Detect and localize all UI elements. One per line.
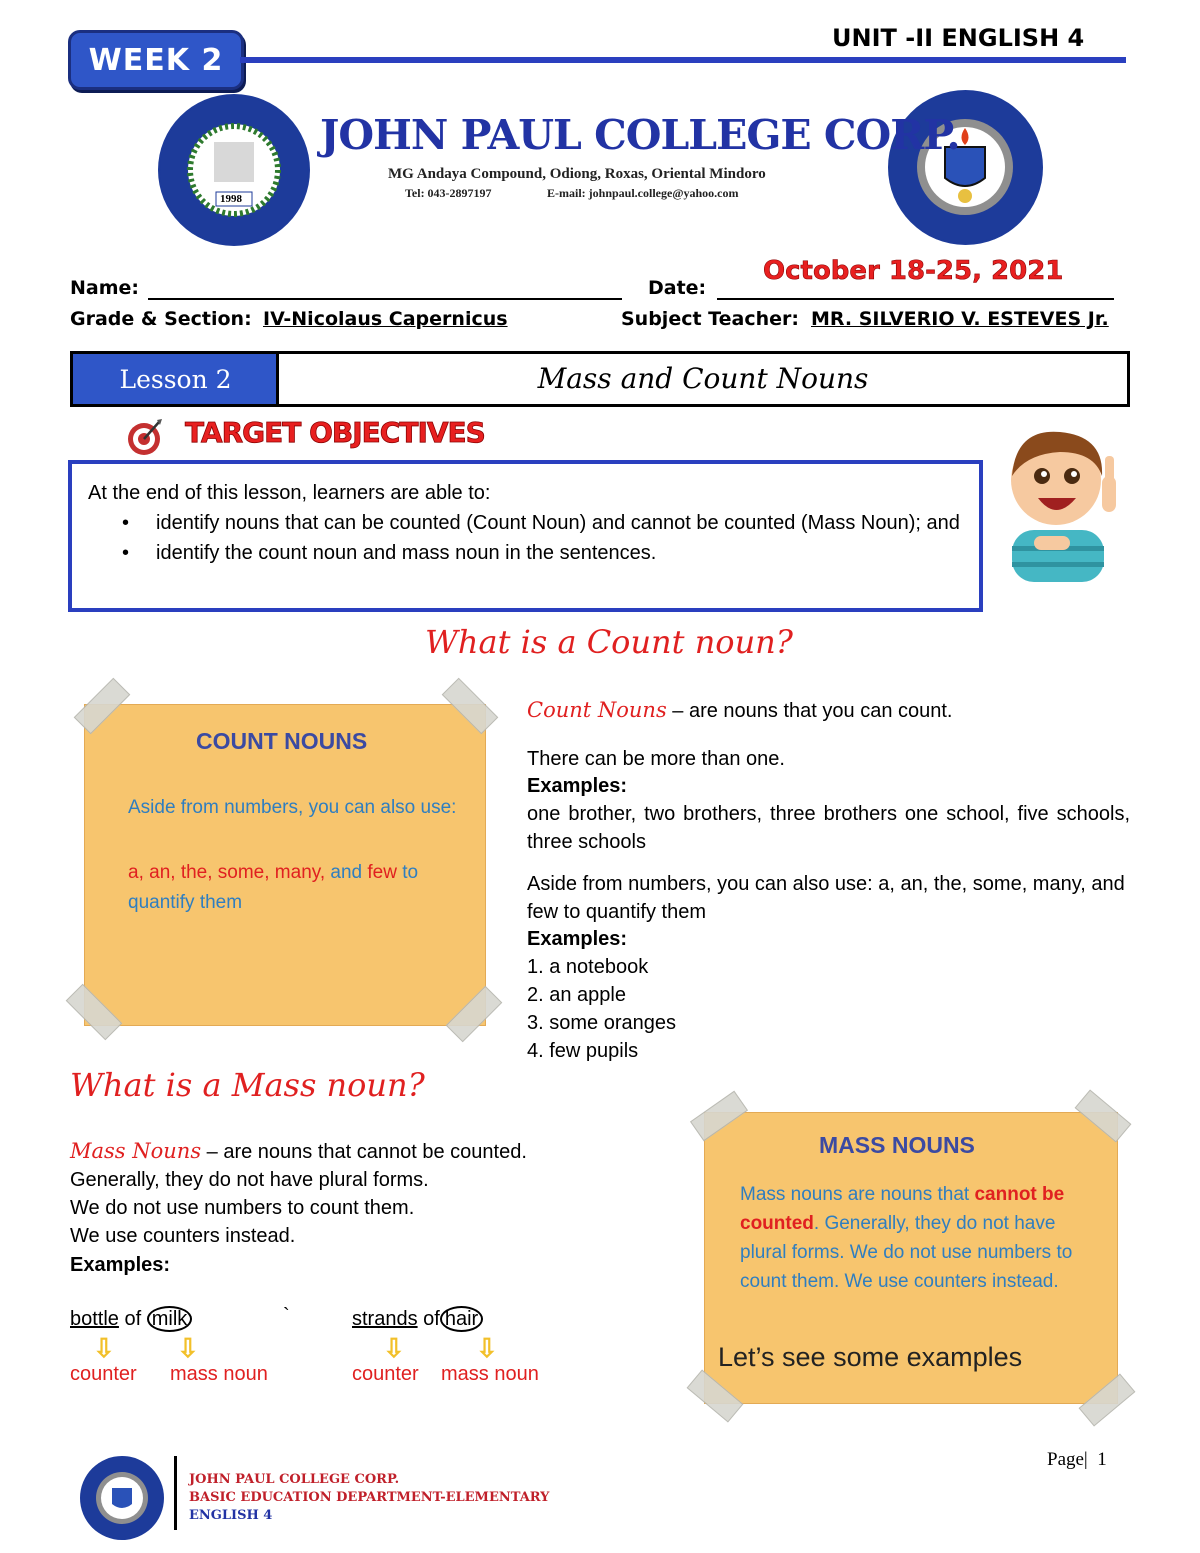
date-value: October 18-25, 2021 <box>763 256 1064 286</box>
mass-line: We use counters instead. <box>70 1225 296 1247</box>
college-email: E-mail: johnpaul.college@yahoo.com <box>547 186 739 200</box>
count-note-and: and <box>330 862 363 883</box>
footer-line-1: JOHN PAUL COLLEGE CORP. <box>189 1472 400 1487</box>
footer-divider <box>174 1456 177 1530</box>
date-label: Date: <box>648 277 707 299</box>
lesson-number: Lesson 2 <box>73 354 278 404</box>
college-tel: Tel: 043-2897197 <box>405 186 492 200</box>
mass-note-text <box>740 1180 1100 1296</box>
mass-note-heading: MASS NOUNS <box>819 1132 975 1158</box>
mass-note-text-red: cannot be counted <box>740 1184 1065 1234</box>
list-item: 2. an apple <box>527 984 626 1006</box>
page-number <box>1047 1449 1107 1471</box>
count-note-line1: Aside from numbers, you can also use: <box>128 797 457 818</box>
name-label: Name: <box>70 277 140 299</box>
college-name: JOHN PAUL COLLEGE CORP. <box>320 111 960 159</box>
count-note-few: few <box>367 862 397 883</box>
mass-term: Mass Nouns <box>70 1139 202 1163</box>
down-arrow-icon: ⇩ <box>177 1333 199 1363</box>
mass-lines <box>70 1166 429 1250</box>
count-aside-text: Aside from numbers, you can also use: a, an, the, some, many, and few to quantify them <box>527 873 1125 923</box>
week-badge: WEEK 2 <box>68 30 244 90</box>
mass-line: We do not use numbers to count them. <box>70 1197 415 1219</box>
page-label: Page| <box>1047 1449 1088 1470</box>
example-of: of <box>417 1308 440 1330</box>
footer-line-3: ENGLISH 4 <box>189 1508 273 1523</box>
mass-note-text-a: Mass nouns are nouns that <box>740 1184 975 1205</box>
stray-backtick: ` <box>283 1305 290 1327</box>
mass-example-1 <box>70 1305 192 1333</box>
lesson-title: Mass and Count Nouns <box>537 362 869 395</box>
footer-line-2: BASIC EDUCATION DEPARTMENT-ELEMENTARY <box>189 1490 550 1505</box>
mass-noun-heading: What is a Mass noun? <box>70 1066 425 1104</box>
mass-note-footer: Let’s see some examples <box>718 1342 1023 1372</box>
unit-title: UNIT -II ENGLISH 4 <box>832 24 1085 52</box>
count-note-line3: quantify them <box>128 892 243 913</box>
count-definition <box>527 696 1127 725</box>
count-note-to: to <box>402 862 419 883</box>
mass-nouns-note <box>682 1092 1140 1428</box>
example-of: of <box>118 1308 147 1330</box>
name-field[interactable] <box>148 278 622 300</box>
objectives-box <box>68 460 983 612</box>
footer-seal <box>80 1456 164 1540</box>
subject-teacher-value: MR. SILVERIO V. ESTEVES Jr. <box>811 308 1109 330</box>
count-examples-label: Examples: <box>527 775 628 797</box>
count-noun-heading: What is a Count noun? <box>425 623 793 661</box>
list-item: 3. some oranges <box>527 1012 676 1034</box>
subject-teacher-label: Subject Teacher: <box>621 308 799 330</box>
down-arrow-icon: ⇩ <box>476 1333 498 1363</box>
list-item: 1. a notebook <box>527 956 649 978</box>
target-objectives-title: TARGET OBJECTIVES <box>185 416 485 449</box>
college-address: MG Andaya Compound, Odiong, Roxas, Oriental Mindoro <box>388 166 766 182</box>
count-definition-text: – are nouns that you can count. <box>666 700 953 722</box>
count-note-heading: COUNT NOUNS <box>196 728 368 754</box>
mass-examples-label: Examples: <box>70 1254 171 1276</box>
mass-example-2 <box>352 1305 483 1333</box>
count-examples-label-2: Examples: <box>527 928 628 950</box>
example-counter: bottle <box>70 1308 119 1330</box>
down-arrow-icon: ⇩ <box>93 1333 115 1363</box>
boy-illustration <box>990 418 1140 583</box>
count-note-words <box>128 857 488 889</box>
count-examples-list <box>527 953 676 1065</box>
college-seal-left <box>158 94 310 246</box>
counter-label: counter <box>352 1363 419 1385</box>
mass-definition-text: – are nouns that cannot be counted. <box>201 1141 527 1163</box>
objectives-list <box>88 508 963 568</box>
counter-label: counter <box>70 1363 137 1385</box>
example-counter: strands <box>352 1308 418 1330</box>
down-arrow-icon: ⇩ <box>383 1333 405 1363</box>
count-nouns-note <box>62 682 508 1052</box>
grade-section-label: Grade & Section: <box>70 308 252 330</box>
mass-definition <box>70 1137 670 1166</box>
target-icon <box>124 417 164 457</box>
objectives-intro: At the end of this lesson, learners are able to: <box>88 482 491 504</box>
count-note-red-words: a, an, the, some, many, <box>128 862 326 883</box>
mass-noun-label: mass noun <box>441 1363 539 1385</box>
grade-section-value: IV-Nicolaus Capernicus <box>263 308 508 330</box>
mass-line: Generally, they do not have plural forms. <box>70 1169 429 1191</box>
count-term: Count Nouns <box>527 698 667 722</box>
left-seal-year: 1998 <box>220 193 242 205</box>
objective-item: • identify the count noun and mass noun in the sentences. <box>156 538 963 568</box>
mass-note-text-b: . Generally, they do not have plural forms. We do not use numbers to count them. We use counters instead. <box>740 1213 1073 1292</box>
example-mass-noun: milk <box>147 1306 193 1332</box>
count-examples-text: one brother, two brothers, three brothers one school, five schools, three schools <box>527 803 1130 853</box>
example-mass-noun: hair <box>440 1306 483 1332</box>
list-item: 4. few pupils <box>527 1040 639 1062</box>
objective-item: • identify nouns that can be counted (Count Noun) and cannot be counted (Mass Noun); and <box>156 508 963 538</box>
lesson-divider <box>276 354 279 404</box>
count-more-than-one: There can be more than one. <box>527 748 785 770</box>
header-divider <box>240 57 1126 63</box>
page-number-value: 1 <box>1097 1449 1107 1470</box>
mass-noun-label: mass noun <box>170 1363 268 1385</box>
